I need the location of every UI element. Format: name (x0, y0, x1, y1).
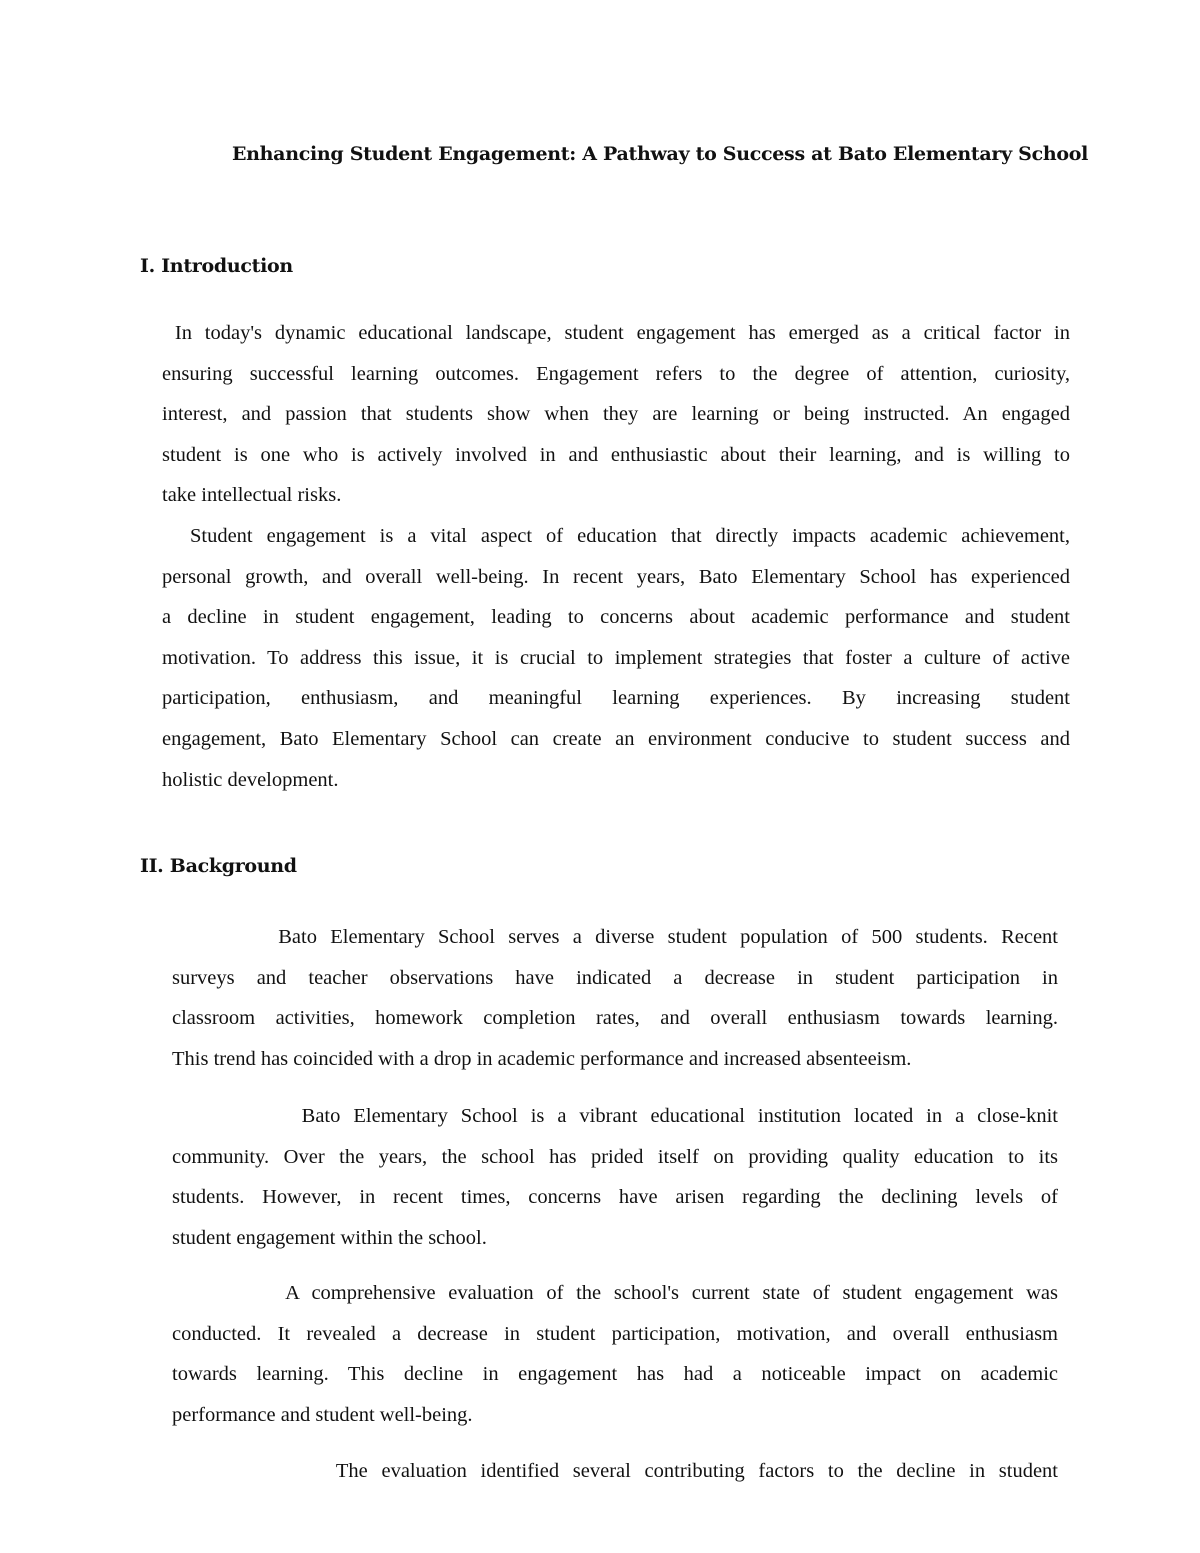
text-line: students. However, in recent times, concerns have arisen regarding the declining levels of (172, 1186, 1058, 1209)
section-heading-background: II. Background (140, 855, 297, 877)
text-line: A comprehensive evaluation of the school's current state of student engagement was (172, 1282, 1058, 1304)
text-line: Student engagement is a vital aspect of education that directly impacts academic achievement, (162, 525, 1070, 547)
text-line: student is one who is actively involved in and enthusiastic about their learning, and is willing to (162, 443, 1070, 466)
text-line: holistic development. (162, 768, 339, 791)
text-line: student engagement within the school. (172, 1226, 487, 1249)
text-line: ensuring successful learning outcomes. Engagement refers to the degree of attention, curiosity, (162, 362, 1070, 385)
text-line: This trend has coincided with a drop in academic performance and increased absenteeism. (172, 1047, 912, 1070)
document-title: Enhancing Student Engagement: A Pathway to Success at Bato Elementary School (231, 143, 1089, 165)
text-line: surveys and teacher observations have indicated a decrease in student participation in (172, 966, 1058, 989)
text-line: personal growth, and overall well-being. In recent years, Bato Elementary School has experienced (162, 565, 1070, 588)
text-line: towards learning. This decline in engagement has had a noticeable impact on academic (172, 1363, 1058, 1386)
text-line: participation, enthusiasm, and meaningful learning experiences. By increasing student (162, 687, 1070, 710)
text-line: classroom activities, homework completion rates, and overall enthusiasm towards learning. (172, 1007, 1058, 1030)
text-line: The evaluation identified several contributing factors to the decline in student (172, 1460, 1058, 1482)
paragraph-background-4 (172, 1451, 1058, 1492)
text-line: motivation. To address this issue, it is crucial to implement strategies that foster a culture of active (162, 646, 1070, 669)
text-line: interest, and passion that students show when they are learning or being instructed. An engaged (162, 403, 1070, 426)
paragraph-background-1 (172, 917, 1058, 1079)
text-line: a decline in student engagement, leading to concerns about academic performance and student (162, 606, 1070, 629)
text-line: community. Over the years, the school has prided itself on providing quality education to its (172, 1145, 1058, 1168)
text-line: take intellectual risks. (162, 484, 342, 507)
text-line: Bato Elementary School is a vibrant educational institution located in a close-knit (172, 1105, 1058, 1127)
paragraph-background-2 (172, 1096, 1058, 1258)
text-line: In today's dynamic educational landscape, student engagement has emerged as a critical factor in (162, 322, 1070, 344)
section-heading-introduction: I. Introduction (140, 255, 293, 277)
text-line: Bato Elementary School serves a diverse student population of 500 students. Recent (172, 926, 1058, 948)
paragraph-background-3 (172, 1273, 1058, 1435)
paragraph-introduction-2 (162, 516, 1070, 800)
text-line: engagement, Bato Elementary School can create an environment conducive to student success and (162, 727, 1070, 750)
text-line: performance and student well-being. (172, 1403, 473, 1426)
text-line: conducted. It revealed a decrease in student participation, motivation, and overall enthusiasm (172, 1322, 1058, 1345)
paragraph-introduction-1 (162, 313, 1070, 516)
